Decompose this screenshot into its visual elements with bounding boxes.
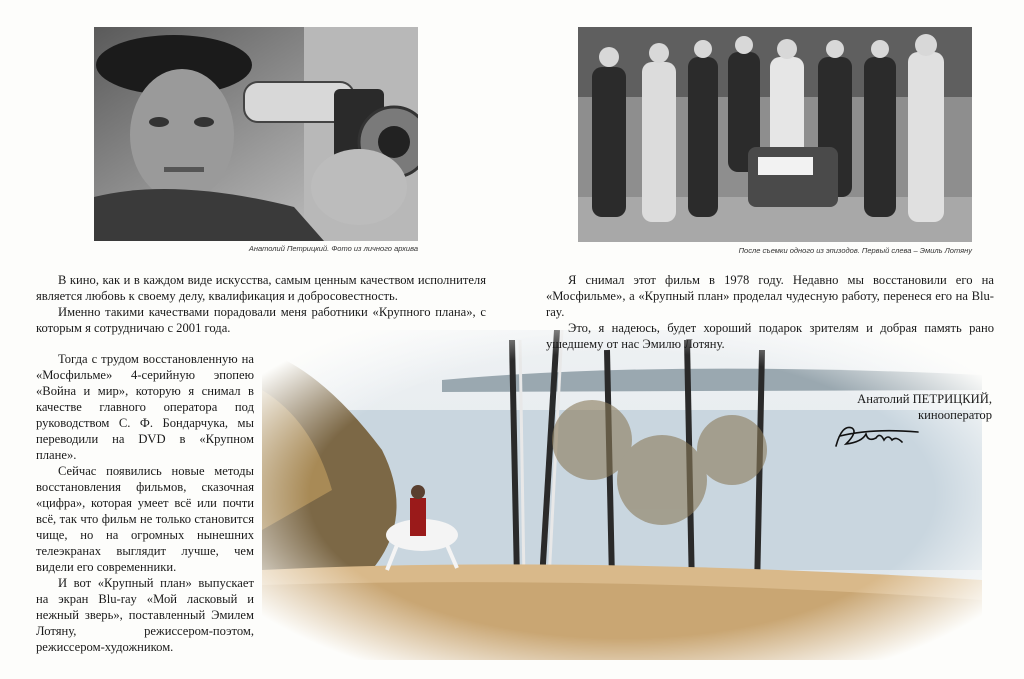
portrait-caption: Анатолий Петрицкий. Фото из личного архива [248,244,418,253]
group-photo-image [578,27,972,242]
author-name: Анатолий ПЕТРИЦКИЙ, [857,392,992,406]
left-narrow-column-text [36,351,254,655]
left-column-text [36,272,486,336]
group-caption: После съемки одного из эпизодов. Первый слева – Эмиль Лотяну [738,246,972,255]
paragraph: Тогда с трудом восстановленную на «Мосфильме» 4-серийную эпопею «Война и мир», которую я снимал в качестве главного оператора под руководством С. Ф. Бондарчука, мы переводили на DVD в «Крупном плане». [36,352,254,462]
right-column-text [546,272,994,352]
portrait-photo [94,27,418,241]
portrait-photo-image [94,27,418,241]
paragraph: Это, я надеюсь, будет хороший подарок зрителям и добрая память рано ушедшему от нас Эмилю Лотяну. [546,321,994,351]
paragraph: В кино, как и в каждом виде искусства, самым ценным качеством исполнителя является любовь к своему делу, квалификация и добросовестность. [36,273,486,303]
paragraph: Я снимал этот фильм в 1978 году. Недавно мы восстановили его на «Мосфильме», а «Крупный план» проделал чудесную работу, перенеся его на Blu-ray. [546,273,994,319]
paragraph: Именно такими качествами порадовали меня работники «Крупного плана», с которым я сотрудничаю с 2001 года. [36,305,486,335]
paragraph: И вот «Крупный план» выпускает на экран Blu-ray «Мой ласковый и нежный зверь», поставленный Эмилем Лотяну, режиссером-поэтом, режиссером-художником. [36,576,254,654]
group-photo [578,27,972,242]
paragraph: Сейчас появились новые методы восстановления фильмов, сказочная «цифра», которая умеет всё или почти всё, так что фильм не только становится чище, но на огромных нынешних телеэкранах выглядит лучше, чем видели его современники. [36,464,254,574]
author-role: кинооператор [917,408,992,422]
landscape-still [262,330,982,660]
landscape-image [262,330,982,660]
handwritten-signature [832,418,922,454]
